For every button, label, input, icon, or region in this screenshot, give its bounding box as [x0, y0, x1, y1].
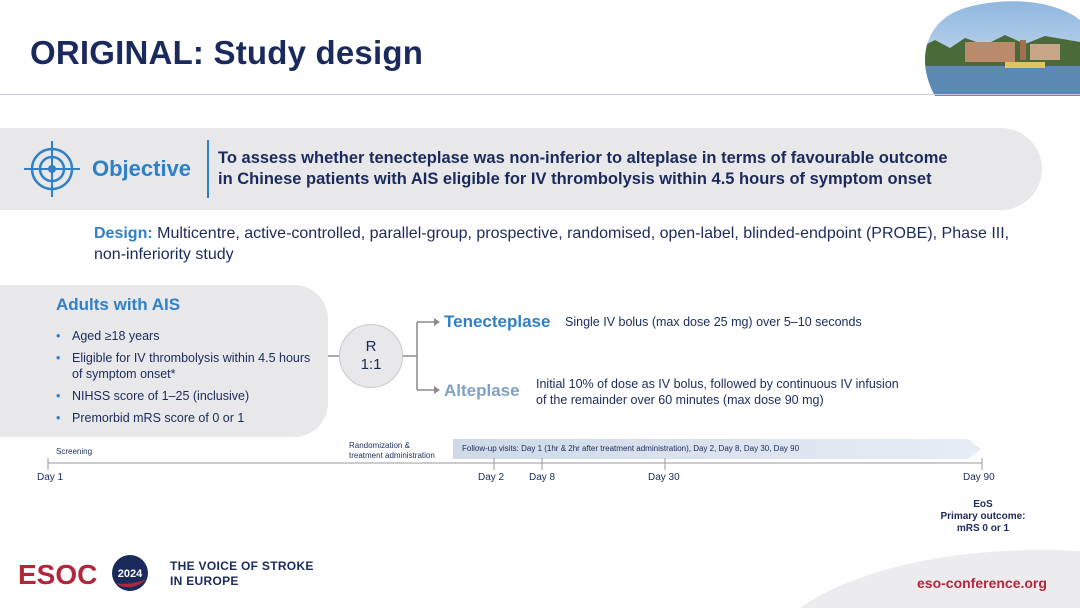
population-title: Adults with AIS	[56, 295, 181, 314]
alteplase-description: Initial 10% of dose as IV bolus, followed by continuous IV infusion of the remainder over 60 minutes (max dose 90 mg)	[536, 377, 899, 407]
design-statement	[94, 223, 1014, 265]
inclusion-criteria-list	[56, 328, 318, 432]
tick-day-1: Day 1	[37, 472, 64, 483]
tenecteplase-description: Single IV bolus (max dose 25 mg) over 5–10 seconds	[565, 315, 862, 329]
end-label-line2: Primary outcome:	[940, 511, 1026, 522]
objective-divider	[207, 140, 209, 198]
end-label-line3: mRS 0 or 1	[956, 523, 1010, 534]
city-river-photo	[905, 0, 1080, 96]
criteria-item: • NIHSS score of 1–25 (inclusive)	[56, 388, 318, 404]
criteria-item: • Aged ≥18 years	[56, 328, 318, 344]
esoc-logo	[18, 553, 150, 593]
design-label: Design:	[94, 225, 153, 242]
randomisation-ratio: 1:1	[360, 356, 382, 373]
svg-text:2024: 2024	[117, 568, 143, 580]
tagline-line2: IN EUROPE	[170, 574, 239, 588]
objective-text-line2: in Chinese patients with AIS eligible for IV thrombolysis within 4.5 hours of symptom onset	[218, 170, 932, 188]
randomization-label-line2: treatment administration	[349, 451, 435, 460]
randomisation-circle	[339, 324, 403, 388]
design-text: Multicentre, active-controlled, parallel-group, prospective, randomised, open-label, blinded-endpoint (PROBE), Phase III, non-inferiority study	[94, 225, 1010, 263]
arm-connector-arrows	[400, 310, 440, 400]
alteplase-label: Alteplase	[444, 381, 520, 400]
header-divider	[0, 94, 1080, 95]
end-of-study-label	[928, 499, 1038, 535]
criteria-item: • Eligible for IV thrombolysis within 4.5 hours of symptom onset*	[56, 350, 318, 382]
tagline-line1: THE VOICE OF STROKE	[170, 559, 314, 573]
end-label-line1: EoS	[973, 499, 993, 510]
footer-tagline	[170, 559, 314, 589]
slide-title: ORIGINAL: Study design	[30, 34, 424, 71]
tick-day-2: Day 2	[478, 472, 505, 483]
target-icon	[24, 141, 80, 197]
svg-text:ESOC: ESOC	[18, 559, 98, 590]
randomization-label-line1: Randomization &	[349, 441, 410, 450]
tenecteplase-label: Tenecteplase	[444, 312, 551, 331]
screening-label: Screening	[56, 447, 93, 456]
objective-text-line1: To assess whether tenecteplase was non-inferior to alteplase in terms of favourable outcome	[218, 149, 948, 167]
objective-label: Objective	[92, 156, 192, 181]
tick-day-8: Day 8	[529, 472, 556, 483]
footer-url-link[interactable]: eso-conference.org	[917, 575, 1047, 591]
randomisation-r: R	[365, 338, 377, 355]
criteria-item: • Premorbid mRS score of 0 or 1	[56, 410, 318, 426]
followup-label: Follow-up visits: Day 1 (1hr & 2hr after treatment administration), Day 2, Day 8, Day 30, Day 90	[462, 444, 800, 453]
tick-day-90: Day 90	[963, 472, 995, 483]
objective-text	[218, 148, 1028, 190]
tick-day-30: Day 30	[648, 472, 680, 483]
